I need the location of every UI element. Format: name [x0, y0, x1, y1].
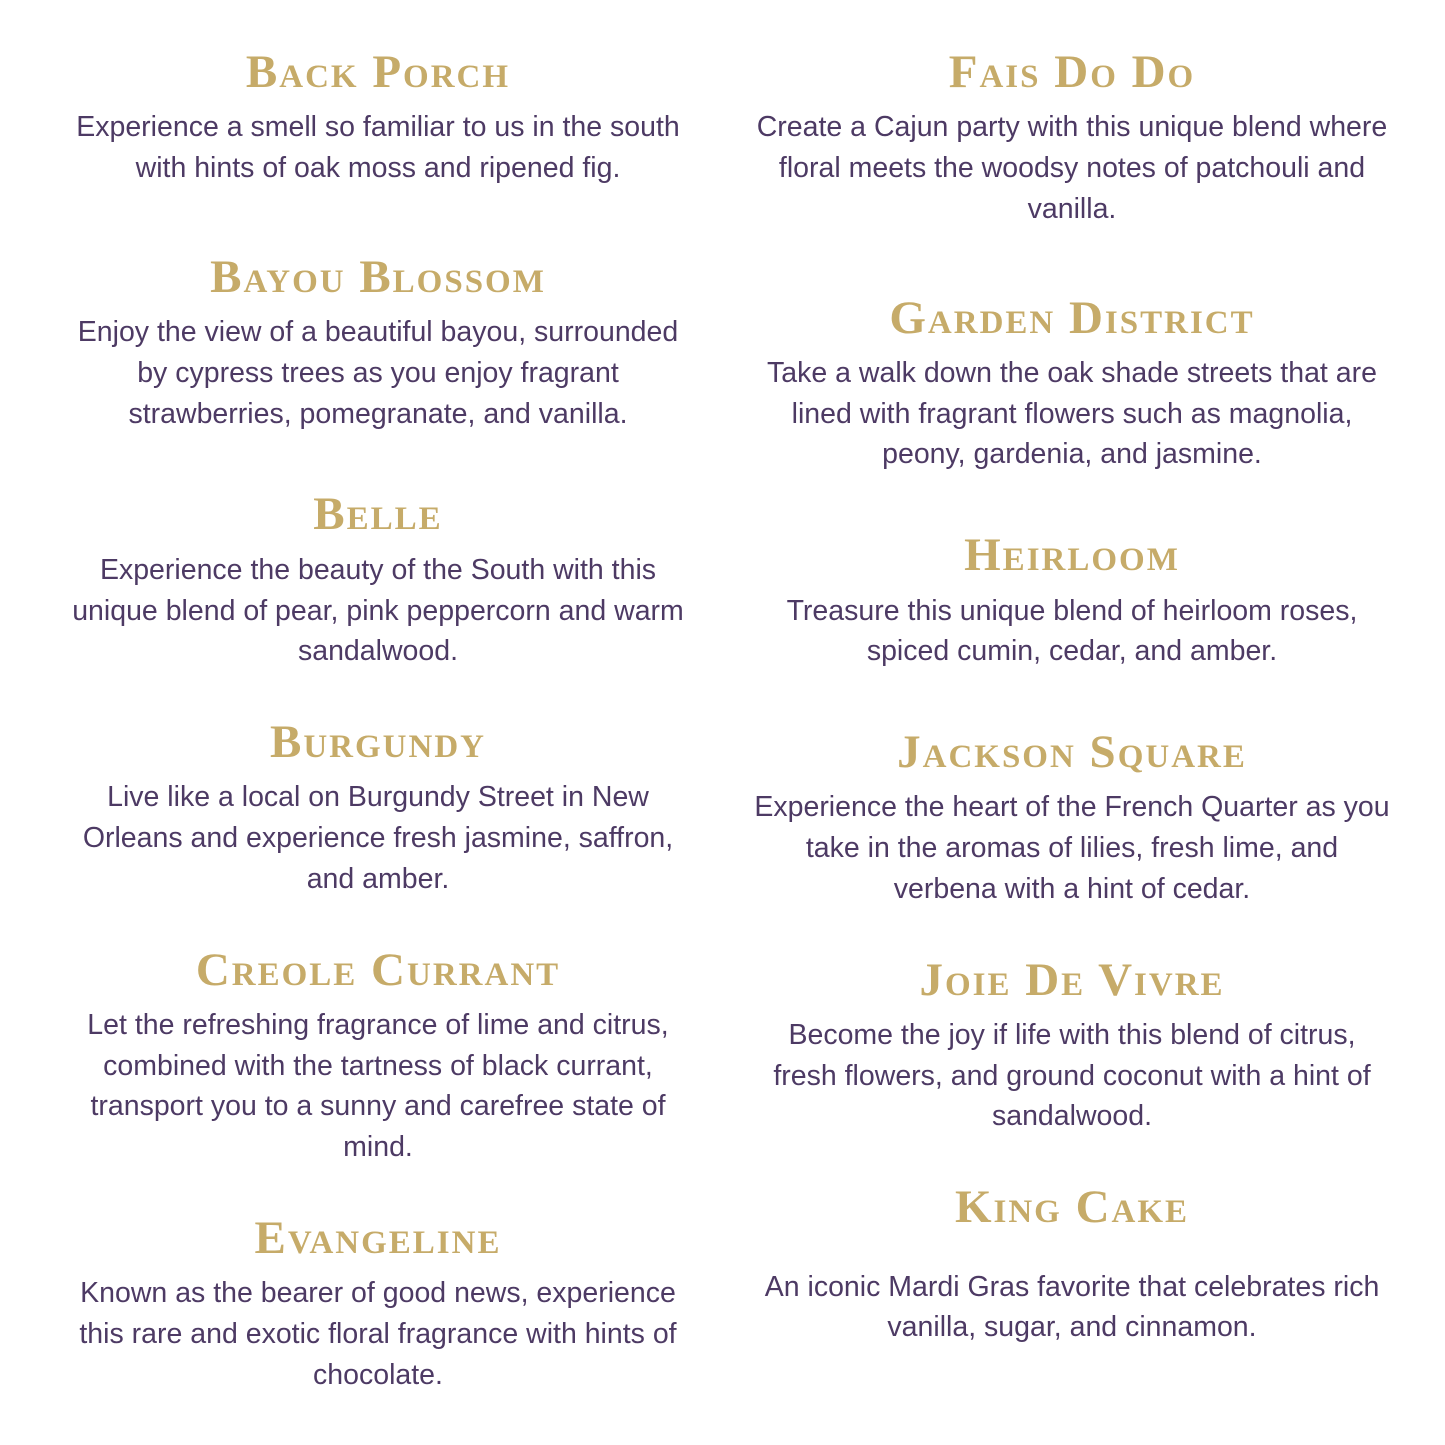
scent-title: Back Porch — [245, 46, 511, 98]
scent-section-belle — [60, 490, 696, 672]
scent-title: Evangeline — [254, 1211, 502, 1264]
scent-description: Take a walk down the oak shade streets that are lined with fragrant flowers such as magnolia, peony, gardenia, and jasmine. — [767, 356, 1377, 471]
scent-title: Fais Do Do — [948, 46, 1196, 98]
scent-title: Heirloom — [964, 529, 1180, 582]
scent-description: An iconic Mardi Gras favorite that celebrates rich vanilla, sugar, and cinnamon. — [764, 1270, 1380, 1344]
scent-title: King Cake — [954, 1181, 1190, 1234]
scent-description: Known as the bearer of good news, experience this rare and exotic floral fragrance with hints of chocolate. — [79, 1277, 677, 1391]
scent-section-back-porch — [60, 48, 696, 189]
scent-section-evangeline — [60, 1211, 696, 1396]
scent-section-garden-district — [754, 291, 1390, 476]
scent-section-fais-do-do — [754, 48, 1390, 230]
scent-description: Create a Cajun party with this unique blend where floral meets the woodsy notes of patchouli and vanilla. — [756, 111, 1388, 225]
scent-title: Jackson Square — [897, 726, 1247, 779]
scent-description: Become the joy if life with this blend of citrus, fresh flowers, and ground coconut with a hint of sandalwood. — [773, 1018, 1371, 1133]
scent-section-burgundy — [60, 718, 696, 900]
scent-section-creole-currant — [60, 943, 696, 1168]
scent-section-bayou-blossom — [60, 250, 696, 435]
scent-title: Burgundy — [269, 716, 486, 769]
scent-title: Creole Currant — [195, 943, 561, 996]
scent-description: Let the refreshing fragrance of lime and citrus, combined with the tartness of black currant, transport you to a sunny and carefree state of mind. — [87, 1008, 669, 1164]
scent-title: Bayou Blossom — [210, 250, 546, 303]
scent-description: Experience a smell so familiar to us in the south with hints of oak moss and ripened fig. — [76, 111, 680, 185]
scent-description: Experience the heart of the French Quarter as you take in the aromas of lilies, fresh lime, and verbena with a hint of cedar. — [754, 791, 1390, 905]
scent-description: Live like a local on Burgundy Street in New Orleans and experience fresh jasmine, saffron, and amber. — [82, 781, 674, 895]
scent-title: Joie De Vivre — [919, 953, 1225, 1006]
scent-section-joie-de-vivre — [754, 953, 1390, 1138]
scent-section-jackson-square — [754, 728, 1390, 910]
scent-title: Garden District — [889, 291, 1255, 344]
right-column — [754, 48, 1390, 1445]
scent-description: Treasure this unique blend of heirloom roses, spiced cumin, cedar, and amber. — [786, 594, 1358, 668]
scent-description: Experience the beauty of the South with this unique blend of pear, pink peppercorn and warm sandalwood. — [72, 553, 684, 668]
scent-section-king-cake — [754, 1183, 1390, 1348]
scent-section-heirloom — [754, 531, 1390, 672]
scent-title: Belle — [313, 488, 443, 541]
left-column — [60, 48, 696, 1445]
scent-description: Enjoy the view of a beautiful bayou, surrounded by cypress trees as you enjoy fragrant strawberries, pomegranate, and vanilla. — [77, 316, 679, 430]
